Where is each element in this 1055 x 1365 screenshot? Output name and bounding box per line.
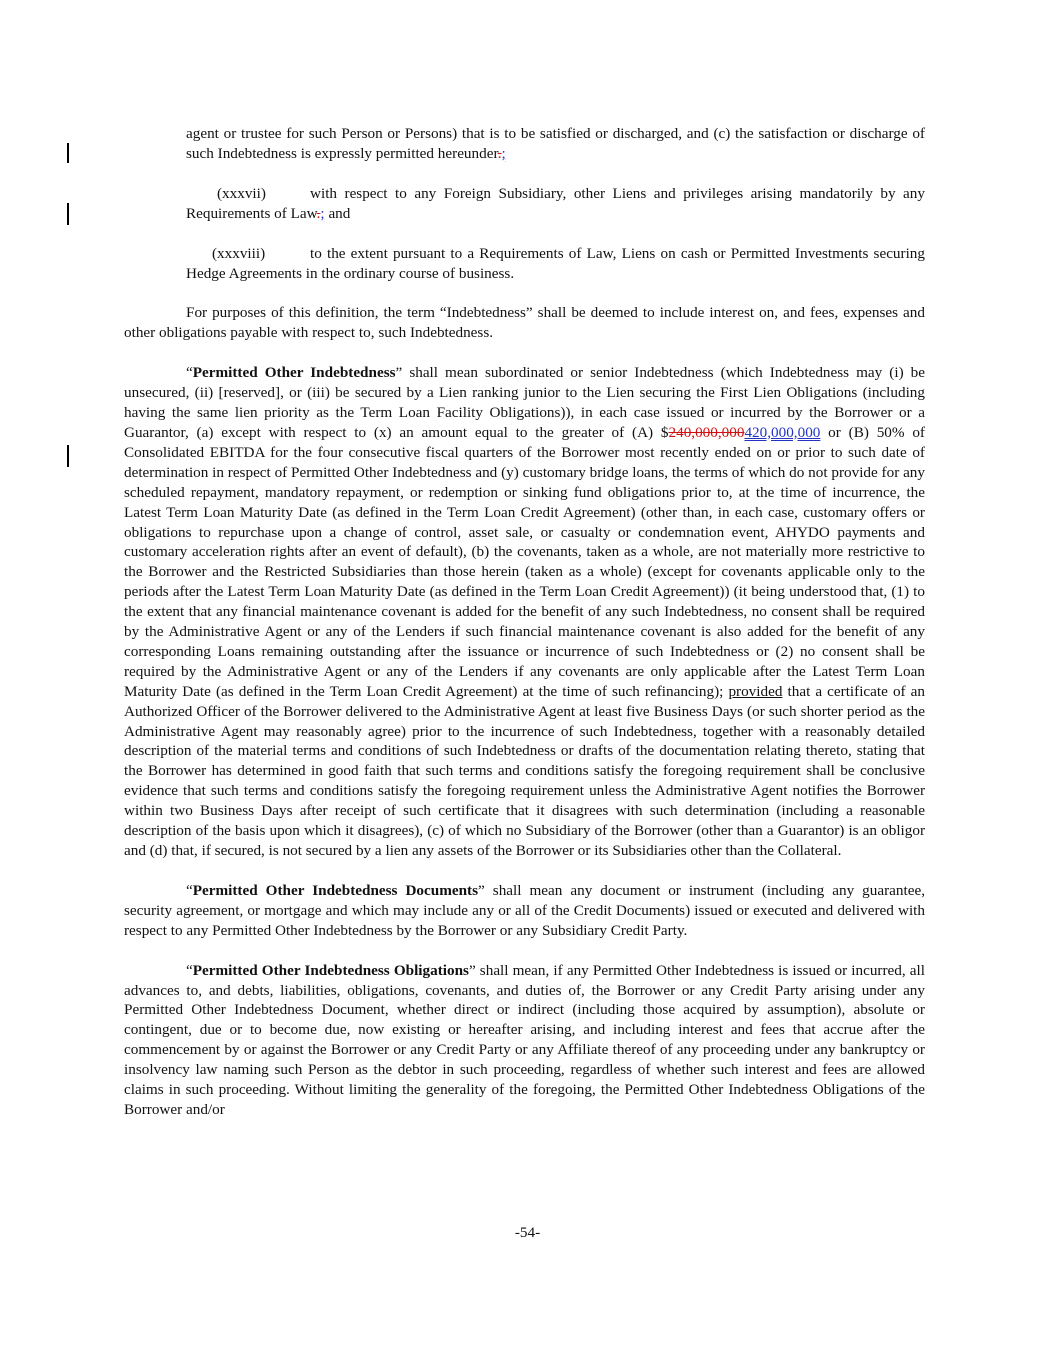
inserted-text: ; (501, 144, 506, 162)
clause-xxxviii: (xxxviii) to the extent pursuant to a Requirements of Law, Liens on cash or Permitted Investments securing Hedge Agreements in the ordinary course of business. (186, 244, 925, 282)
defined-term: Permitted Other Indebtedness (192, 364, 396, 382)
document-body (124, 124, 925, 1120)
deleted-amount: 240,000,000 (668, 423, 745, 441)
change-bar (67, 445, 69, 467)
change-bar (67, 143, 69, 163)
clause-xxxvii: (xxxvii) with respect to any Foreign Subsidiary, other Liens and privileges arising mandatorily by any Requirements of Law.; and (186, 184, 925, 222)
inserted-text: ; (320, 204, 325, 222)
deleted-text: . (497, 144, 502, 162)
defined-term: Permitted Other Indebtedness Documents (192, 881, 479, 899)
clause-number: (xxxviii) (212, 244, 266, 262)
definition-permitted-other-indebtedness-documents: “Permitted Other Indebtedness Documents” shall mean any document or instrument (including any guarantee, security agreement, or mortgage and which may include any or all of the Credit Documents) issued or executed and delivered with respect to any Permitted Other Indebtedness by the Borrower or any Subsidiary Credit Party. (124, 881, 925, 939)
defined-term: Permitted Other Indebtedness Obligations (192, 961, 469, 979)
deleted-text: . (316, 204, 321, 222)
change-bar (67, 203, 69, 225)
purposes-paragraph: For purposes of this definition, the term “Indebtedness” shall be deemed to include interest on, and fees, expenses and other obligations payable with respect to, such Indebtedness. (124, 304, 925, 342)
continuation-paragraph: agent or trustee for such Person or Persons) that is to be satisfied or discharged, and (c) the satisfaction or discharge of such Indebtedness is expressly permitted hereunder.; (186, 125, 925, 162)
page-number: -54- (514, 1224, 541, 1241)
provided-term: provided (728, 682, 783, 700)
clause-number: (xxxvii) (217, 184, 266, 202)
inserted-amount: 420,000,000 (744, 423, 821, 441)
definition-permitted-other-indebtedness-obligations: “Permitted Other Indebtedness Obligations” shall mean, if any Permitted Other Indebtedness is issued or incurred, all advances to, and debts, liabilities, obligations, covenants, and duties of, the Borrower or any Credit Party arising under any Permitted Other Indebtedness Document, whether direct or indirect (including those acquired by assumption), absolute or contingent, due or to become due, now existing or hereafter arising, and including interest and fees that accrue after the commencement by or against the Borrower or any Credit Party or any Affiliate thereof of any proceeding under any bankruptcy or insolvency law naming such Person as the debtor in such proceeding, regardless of whether such interest and fees are allowed claims in such proceeding. Without limiting the generality of the foregoing, the Permitted Other Indebtedness Obligations of the Borrower and/or (124, 961, 925, 1118)
definition-permitted-other-indebtedness: “Permitted Other Indebtedness” shall mean subordinated or senior Indebtedness (which Indebtedness may (i) be unsecured, (ii) [reserved], or (iii) be secured by a Lien ranking junior to the Lien securing the First Lien Obligations (including having the same lien priority as the Term Loan Facility Obligations)), in each case issued or incurred by the Borrower or a Guarantor, (a) except with respect to (x) an amount equal to the greater of (A) $240,000,000420,000,000 or (B) 50% of Consolidated EBITDA for the four consecutive fiscal quarters of the Borrower most recently ended on or prior to such date of determination in respect of Permitted Other Indebtedness and (y) customary bridge loans, the terms of which do not provide for any scheduled repayment, mandatory repayment, or redemption or sinking fund obligations prior to, at the time of incurrence, the Latest Term Loan Maturity Date (as defined in the Term Loan Credit Agreement) (other than, in each case, customary offers or obligations to repurchase upon a change of control, asset sale, or casualty or condemnation event, AHYDO payments and customary acceleration rights after an event of default), (b) the covenants, taken as a whole, are not materially more restrictive to the Borrower and the Restricted Subsidiaries than those herein (taken as a whole) (except for covenants applicable only to the periods after the Latest Term Loan Maturity Date (as defined in the Term Loan Credit Agreement)) (it being understood that, (1) to the extent that any financial maintenance covenant is added for the benefit of any such Indebtedness, no consent shall be required by the Administrative Agent or any of the Lenders if such financial maintenance covenant is also added for the benefit of any corresponding Loans remaining outstanding after the issuance or incurrence of such Indebtedness or (2) no consent shall be required by the Administrative Agent or any of the Lenders if any covenants are only applicable after the Latest Term Loan Maturity Date (as defined in the Term Loan Credit Agreement) at the time of such refinancing); provided that a certificate of an Authorized Officer of the Borrower delivered to the Administrative Agent at least five Business Days (or such shorter period as the Administrative Agent may reasonably agree) prior to the incurrence of such Indebtedness, together with a reasonably detailed description of the material terms and conditions of such Indebtedness or drafts of the documentation relating thereto, stating that the Borrower has determined in good faith that such terms and conditions satisfy the foregoing requirement shall be conclusive evidence that such terms and conditions satisfy the foregoing requirement unless the Administrative Agent notifies the Borrower within two Business Days after receipt of such certificate that it disagrees with such determination (including a reasonable description of the basis upon which it disagrees), (c) of which no Subsidiary of the Borrower (other than a Guarantor) is an obligor and (d) that, if secured, is not secured by a lien any assets of the Borrower or its Subsidiaries other than the Collateral. (124, 364, 925, 859)
